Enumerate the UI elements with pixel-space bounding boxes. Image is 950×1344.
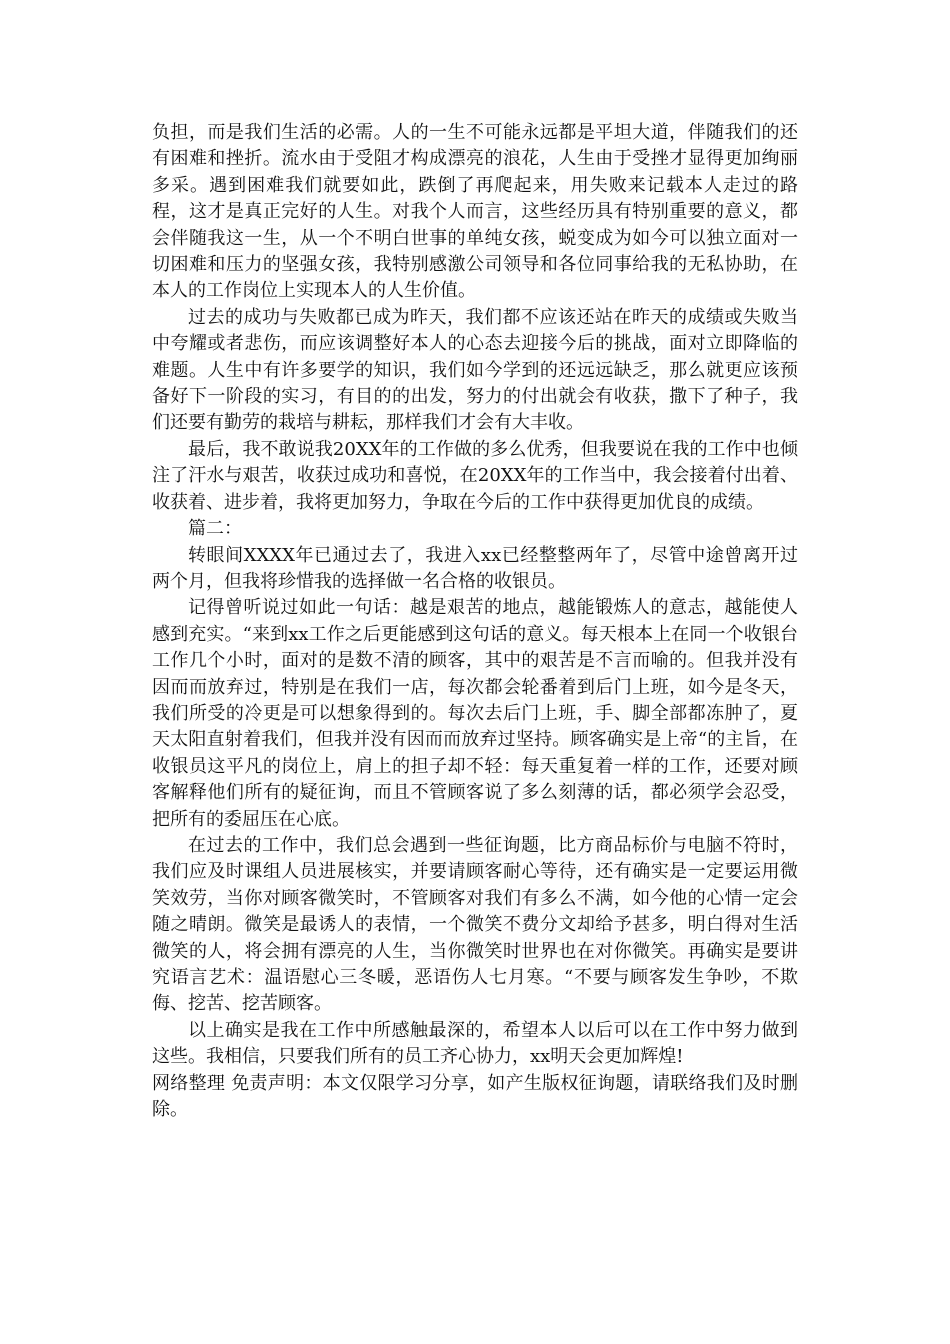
section-heading-part-two: 篇二： [188,518,242,540]
paragraph-summary: 以上确实是我在工作中所感触最深的，希望本人以后可以在工作中努力做到这些。我相信，只要我们所有的员工齐心协力，xx明天会更加辉煌! [152,1019,798,1068]
document-page [152,120,798,1123]
paragraph-continuation: 负担，而是我们生活的必需。人的一生不可能永远都是平坦大道，伴随我们的还有困难和挫折。流水由于受阻才构成漂亮的浪花，人生由于受挫才显得更加绚丽多采。遇到困难我们就要如此，跌倒了再爬起来，用失败来记载本人走过的路程，这才是真正完好的人生。对我个人而言，这些经历具有特别重要的意义，都会伴随我这一生，从一个不明白世事的单纯女孩，蜕变成为如今可以独立面对一切困难和压力的坚强女孩，我特别感激公司领导和各位同事给我的无私协助，在本人的工作岗位上实现本人的人生价值。 [152,122,798,302]
paragraph-two-years: 转眼间XXXX年已通过去了，我进入xx已经整整两年了，尽管中途曾离开过两个月，但我将珍惜我的选择做一名合格的收银员。 [152,544,798,592]
paragraph-conclusion: 最后，我不敢说我20XX年的工作做的多么优秀，但我要说在我的工作中也倾注了汗水与艰苦，收获过成功和喜悦，在20XX年的工作当中，我会接着付出着、收获着、进步着，我将更加努力，争取在今后的工作中获得更加优良的成绩。 [152,438,798,513]
paragraph-hardship: 记得曾听说过如此一句话：越是艰苦的地点，越能锻炼人的意志，越能使人感到充实。“来到xx工作之后更能感到这句话的意义。每天根本上在同一个收银台工作几个小时，面对的是数不清的顾客，其中的艰苦是不言而喻的。但我并没有因而而放弃过，特别是在我们一店，每次都会轮番着到后门上班，如今是冬天，我们所受的冷更是可以想象得到的。每次去后门上班，手、脚全部都冻肿了，夏天太阳直射着我们，但我并没有因而而放弃过坚持。顾客确实是上帝“的主旨，在收银员这平凡的岗位上，肩上的担子却不轻：每天重复着一样的工作，还要对顾客解释他们所有的疑征询，而且不管顾客说了多么刻薄的话，都必须学会忍受，把所有的委屈压在心底。 [152,597,798,830]
paragraph-smile-service: 在过去的工作中，我们总会遇到一些征询题，比方商品标价与电脑不符时，我们应及时课组人员进展核实，并要请顾客耐心等待，还有确实是一定要运用微笑效劳，当你对顾客微笑时，不管顾客对我们有多么不满，如今他的心情一定会随之晴朗。微笑是最诱人的表情，一个微笑不费分文却给予甚多，明白得对生活微笑的人，将会拥有漂亮的人生，当你微笑时世界也在对你微笑。再确实是要讲究语言艺术：温语慰心三冬暖，恶语伤人七月寒。“不要与顾客发生争吵，不欺侮、挖苦、挖苦顾客。 [152,834,798,1015]
disclaimer: 网络整理 免责声明：本文仅限学习分享，如产生版权征询题，请联络我们及时删除。 [152,1072,798,1121]
paragraph-past-success: 过去的成功与失败都已成为昨天，我们都不应该还站在昨天的成绩或失败当中夸耀或者悲伤，而应该调整好本人的心态去迎接今后的挑战，面对立即降临的难题。人生中有许多要学的知识，我们如今学到的还远远缺乏，那么就更应该预备好下一阶段的实习，有目的的出发，努力的付出就会有收获，撒下了种子，我们还要有勤劳的栽培与耕耘，那样我们才会有大丰收。 [152,306,798,434]
